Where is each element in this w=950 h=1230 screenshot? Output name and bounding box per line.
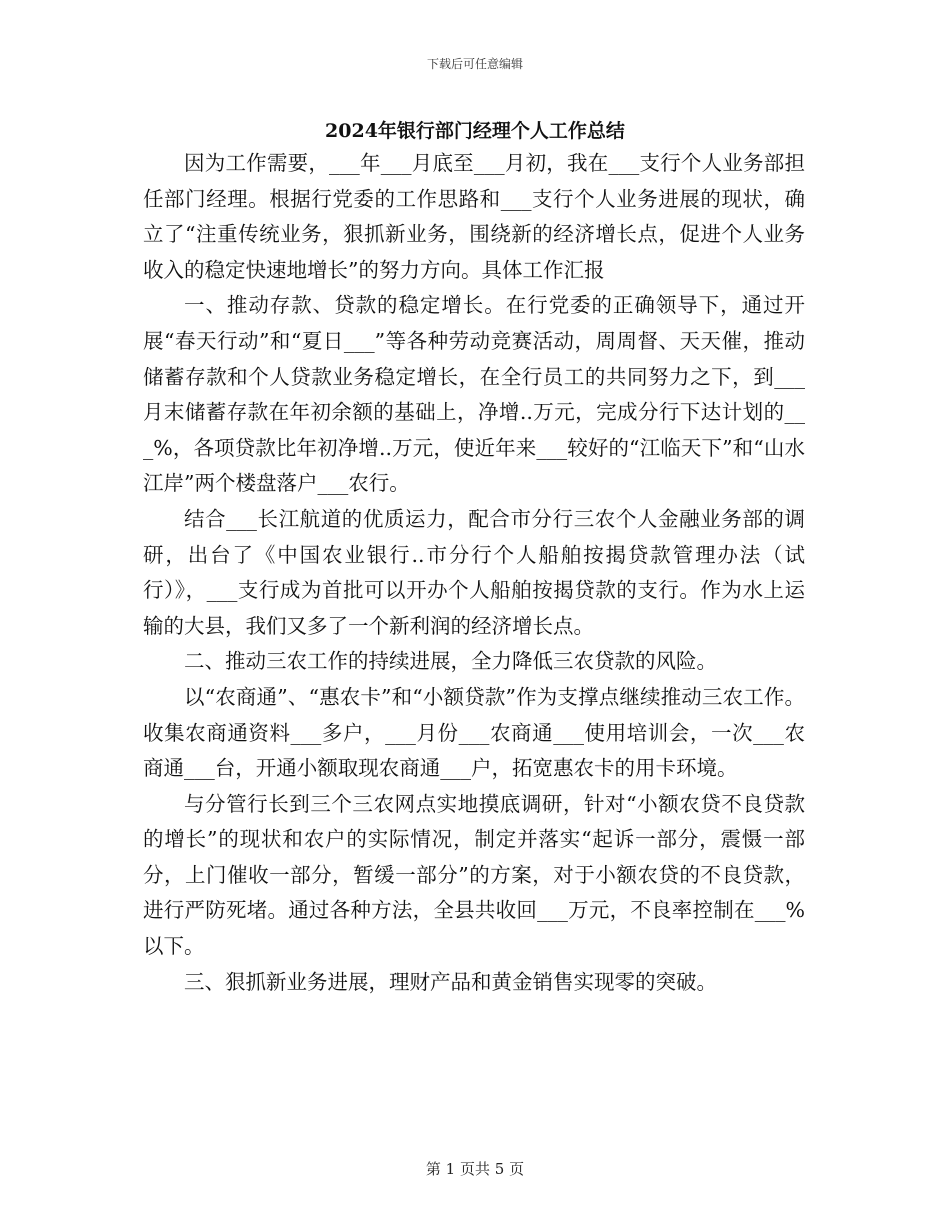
header-note: 下载后可任意编辑 (426, 57, 523, 71)
paragraph-section-1: 一、推动存款、贷款的稳定增长。在行党委的正确领导下，通过开展“春天行动”和“夏日___”等各种劳动竞赛活动，周周督、天天催，推动储蓄存款和个人贷款业务稳定增长，在全行员工的共同努力之下，到___月末储蓄存款在年初余额的基础上，净增..万元，完成分行下达计划的___%，各项贷款比年初净增..万元，使近年来___较好的“江临天下”和“山水江岸”两个楼盘落户___农行。 (143, 293, 805, 496)
paragraph-risk-control: 与分管行长到三个三农网点实地摸底调研，针对“小额农贷不良贷款的增长”的现状和农户的实际情况，制定并落实“起诉一部分，震慑一部分，上门催收一部分，暂缓一部分”的方案，对于小额农贷的不良贷款，进行严防死堵。通过各种方法，全县共收回___万元，不良率控制在___%以下。 (143, 791, 805, 959)
paragraph-intro: 因为工作需要，___年___月底至___月初，我在___支行个人业务部担任部门经理。根据行党委的工作思路和___支行个人业务进展的现状，确立了“注重传统业务，狠抓新业务，围绕新的经济增长点，促进个人业务收入的稳定快速地增长”的努力方向。具体工作汇报 (143, 151, 805, 282)
paragraph-section-3-heading: 三、狠抓新业务进展，理财产品和黄金销售实现零的突破。 (184, 969, 717, 994)
document-title: 2024年银行部门经理个人工作总结 (325, 120, 625, 142)
paragraph-agri-card: 以“农商通”、“惠农卡”和“小额贷款”作为支撑点继续推动三农工作。收集农商通资料___多户，___月份___农商通___使用培训会，一次___农商通___台，开通小额取现农商通___户，拓宽惠农卡的用卡环境。 (143, 684, 805, 781)
page-footer: 第 1 页共 5 页 (425, 1160, 525, 1178)
paragraph-section-2-heading: 二、推动三农工作的持续进展，全力降低三农贷款的风险。 (184, 649, 717, 674)
document-body (143, 146, 805, 1000)
paragraph-ship-loan: 结合___长江航道的优质运力，配合市分行三农个人金融业务部的调研，出台了《中国农业银行..市分行个人船舶按揭贷款管理办法（试行）》，___支行成为首批可以开办个人船舶按揭贷款的支行。作为水上运输的大县，我们又多了一个新利润的经济增长点。 (143, 506, 805, 638)
